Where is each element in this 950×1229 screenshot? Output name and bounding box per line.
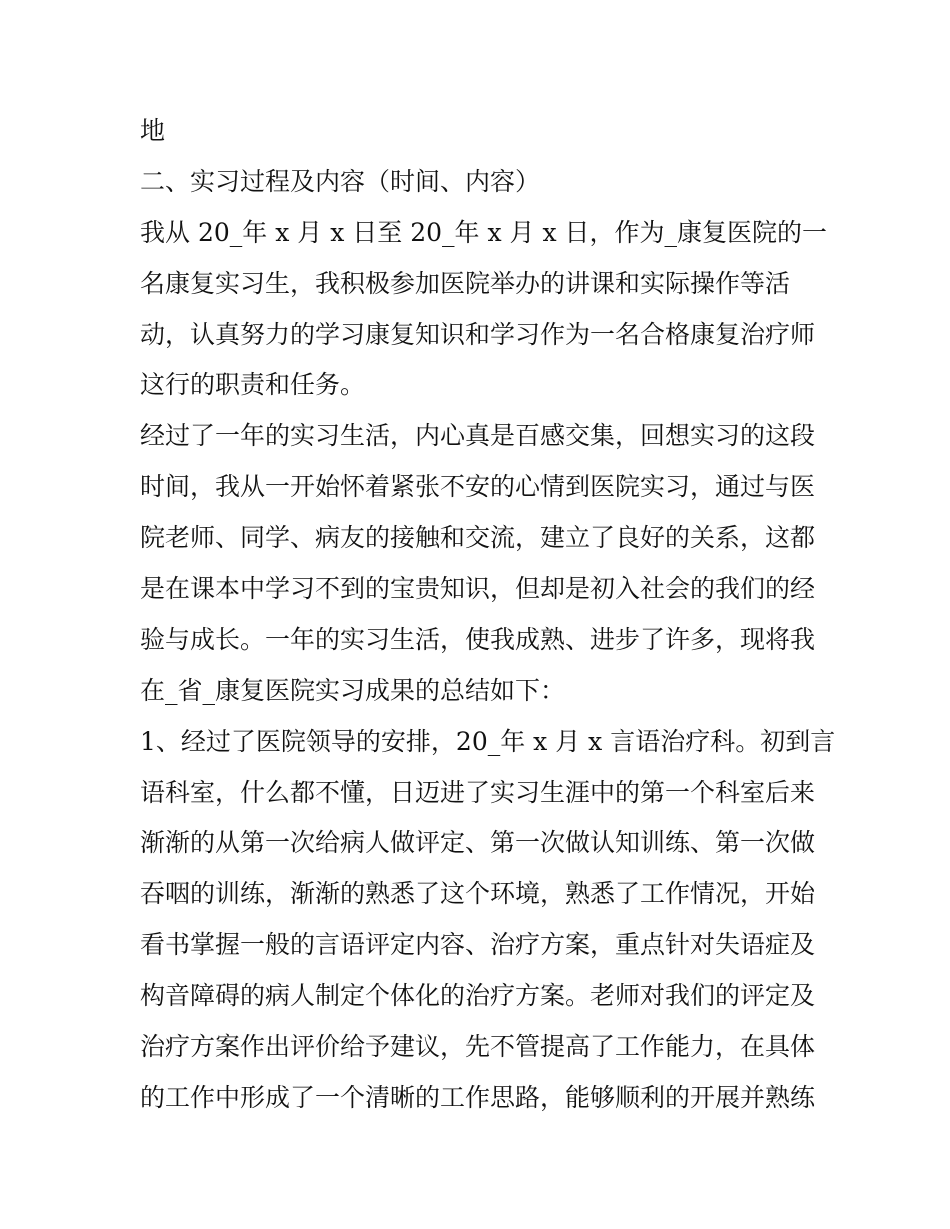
text-line: 这行的职责和任务。 [140, 370, 366, 400]
text-line: 吞咽的训练，渐渐的熟悉了这个环境，熟悉了工作情况，开始 [140, 879, 816, 909]
text-line: 构音障碍的病人制定个体化的治疗方案。老师对我们的评定及 [140, 981, 816, 1011]
text-line: 地 [140, 116, 166, 145]
text-line: 名康复实习生，我积极参加医院举办的讲课和实际操作等活 [140, 268, 791, 298]
text-line: 我从 20_年 x 月 x 日至 20_年 x 月 x 日，作为_康复医院的一 [140, 217, 827, 247]
text-line: 经过了一年的实习生活，内心真是百感交集，回想实习的这段 [140, 421, 816, 451]
text-line: 验与成长。一年的实习生活，使我成熟、进步了许多，现将我 [140, 624, 816, 654]
text-line: 渐渐的从第一次给病人做评定、第一次做认知训练、第一次做 [140, 828, 816, 858]
text-line: 时间，我从一开始怀着紧张不安的心情到医院实习，通过与医 [140, 472, 816, 502]
text-line: 动，认真努力的学习康复知识和学习作为一名合格康复治疗师 [140, 319, 816, 349]
text-line: 的工作中形成了一个清晰的工作思路，能够顺利的开展并熟练 [140, 1082, 816, 1112]
section-heading: 二、实习过程及内容（时间、内容） [140, 166, 541, 196]
text-line: 1、经过了医院领导的安排，20_年 x 月 x 言语治疗科。初到言 [140, 726, 836, 756]
text-line: 是在课本中学习不到的宝贵知识，但却是初入社会的我们的经 [140, 574, 816, 604]
document-body [140, 106, 836, 1124]
text-line: 治疗方案作出评价给予建议，先不管提高了工作能力，在具体 [140, 1032, 816, 1062]
text-line: 院老师、同学、病友的接触和交流，建立了良好的关系，这都 [140, 523, 816, 553]
text-line: 在_省_康复医院实习成果的总结如下： [140, 675, 566, 705]
text-line: 语科室，什么都不懂，日迈进了实习生涯中的第一个科室后来 [140, 777, 816, 807]
text-line: 看书掌握一般的言语评定内容、治疗方案，重点针对失语症及 [140, 930, 816, 960]
